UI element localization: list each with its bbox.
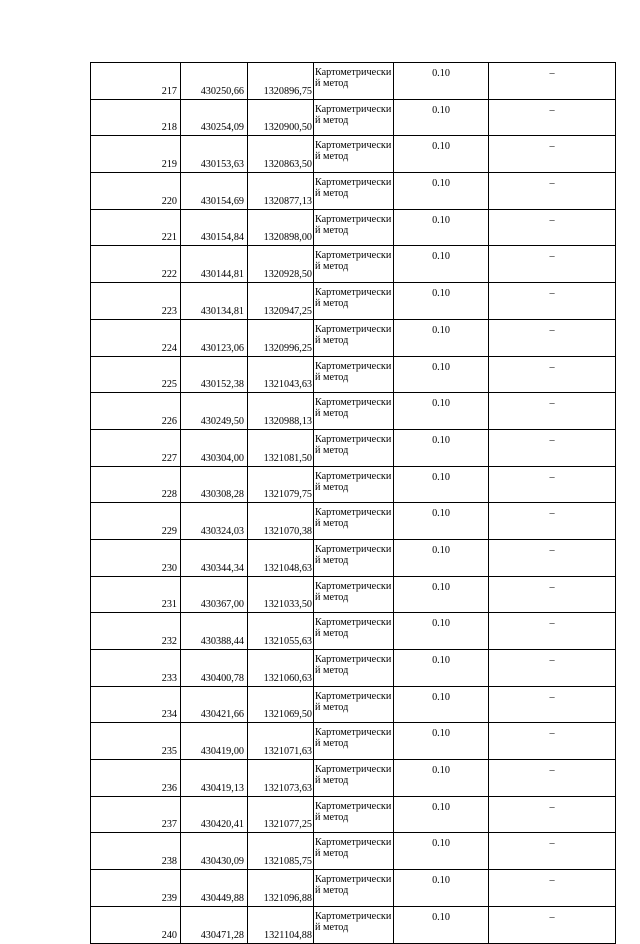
method-cell: Картометрический метод xyxy=(314,466,394,503)
coord-y-cell: 1321073,63 xyxy=(248,760,314,797)
table-row xyxy=(91,356,616,393)
coord-y-cell: 1320863,50 xyxy=(248,136,314,173)
point-number-cell: 218 xyxy=(91,99,181,136)
table-row xyxy=(91,870,616,907)
table-row xyxy=(91,503,616,540)
coord-y-cell: 1321043,63 xyxy=(248,356,314,393)
coordinates-table-body xyxy=(91,63,616,944)
point-number-cell: 235 xyxy=(91,723,181,760)
table-row xyxy=(91,209,616,246)
table-row xyxy=(91,136,616,173)
coord-x-cell: 430308,28 xyxy=(181,466,248,503)
point-number-cell: 239 xyxy=(91,870,181,907)
point-number-cell: 223 xyxy=(91,283,181,320)
note-cell: – xyxy=(489,576,616,613)
point-number-cell: 238 xyxy=(91,833,181,870)
note-cell: – xyxy=(489,613,616,650)
coord-y-cell: 1321071,63 xyxy=(248,723,314,760)
coord-x-cell: 430304,00 xyxy=(181,429,248,466)
coord-y-cell: 1320996,25 xyxy=(248,319,314,356)
coord-x-cell: 430419,00 xyxy=(181,723,248,760)
coord-x-cell: 430400,78 xyxy=(181,650,248,687)
coord-y-cell: 1321070,38 xyxy=(248,503,314,540)
accuracy-cell: 0.10 xyxy=(394,870,489,907)
method-cell: Картометрический метод xyxy=(314,393,394,430)
coord-x-cell: 430471,28 xyxy=(181,906,248,943)
table-row xyxy=(91,796,616,833)
accuracy-cell: 0.10 xyxy=(394,723,489,760)
note-cell: – xyxy=(489,650,616,687)
method-cell: Картометрический метод xyxy=(314,136,394,173)
note-cell: – xyxy=(489,283,616,320)
note-cell: – xyxy=(489,503,616,540)
method-cell: Картометрический метод xyxy=(314,209,394,246)
method-cell: Картометрический метод xyxy=(314,686,394,723)
method-cell: Картометрический метод xyxy=(314,760,394,797)
point-number-cell: 236 xyxy=(91,760,181,797)
accuracy-cell: 0.10 xyxy=(394,319,489,356)
note-cell: – xyxy=(489,209,616,246)
table-row xyxy=(91,319,616,356)
coord-x-cell: 430324,03 xyxy=(181,503,248,540)
table-row xyxy=(91,539,616,576)
accuracy-cell: 0.10 xyxy=(394,833,489,870)
coord-x-cell: 430152,38 xyxy=(181,356,248,393)
coord-y-cell: 1320877,13 xyxy=(248,173,314,210)
point-number-cell: 224 xyxy=(91,319,181,356)
table-row xyxy=(91,906,616,943)
method-cell: Картометрический метод xyxy=(314,429,394,466)
coord-x-cell: 430123,06 xyxy=(181,319,248,356)
coord-x-cell: 430250,66 xyxy=(181,63,248,100)
coord-y-cell: 1321085,75 xyxy=(248,833,314,870)
method-cell: Картометрический метод xyxy=(314,503,394,540)
accuracy-cell: 0.10 xyxy=(394,99,489,136)
accuracy-cell: 0.10 xyxy=(394,613,489,650)
note-cell: – xyxy=(489,466,616,503)
accuracy-cell: 0.10 xyxy=(394,356,489,393)
point-number-cell: 221 xyxy=(91,209,181,246)
method-cell: Картометрический метод xyxy=(314,870,394,907)
method-cell: Картометрический метод xyxy=(314,576,394,613)
table-row xyxy=(91,686,616,723)
note-cell: – xyxy=(489,356,616,393)
coord-x-cell: 430449,88 xyxy=(181,870,248,907)
point-number-cell: 225 xyxy=(91,356,181,393)
method-cell: Картометрический метод xyxy=(314,833,394,870)
coord-y-cell: 1320900,50 xyxy=(248,99,314,136)
note-cell: – xyxy=(489,393,616,430)
note-cell: – xyxy=(489,833,616,870)
coord-y-cell: 1320896,75 xyxy=(248,63,314,100)
point-number-cell: 240 xyxy=(91,906,181,943)
note-cell: – xyxy=(489,539,616,576)
accuracy-cell: 0.10 xyxy=(394,393,489,430)
table-row xyxy=(91,613,616,650)
method-cell: Картометрический метод xyxy=(314,723,394,760)
note-cell: – xyxy=(489,906,616,943)
accuracy-cell: 0.10 xyxy=(394,429,489,466)
table-row xyxy=(91,833,616,870)
coord-y-cell: 1320947,25 xyxy=(248,283,314,320)
coord-x-cell: 430388,44 xyxy=(181,613,248,650)
coord-x-cell: 430154,84 xyxy=(181,209,248,246)
method-cell: Картометрический метод xyxy=(314,796,394,833)
point-number-cell: 217 xyxy=(91,63,181,100)
note-cell: – xyxy=(489,723,616,760)
point-number-cell: 219 xyxy=(91,136,181,173)
table-row xyxy=(91,429,616,466)
coord-y-cell: 1321081,50 xyxy=(248,429,314,466)
coord-x-cell: 430344,34 xyxy=(181,539,248,576)
point-number-cell: 232 xyxy=(91,613,181,650)
point-number-cell: 230 xyxy=(91,539,181,576)
accuracy-cell: 0.10 xyxy=(394,136,489,173)
coord-y-cell: 1321077,25 xyxy=(248,796,314,833)
accuracy-cell: 0.10 xyxy=(394,173,489,210)
accuracy-cell: 0.10 xyxy=(394,650,489,687)
point-number-cell: 233 xyxy=(91,650,181,687)
point-number-cell: 228 xyxy=(91,466,181,503)
coord-y-cell: 1321060,63 xyxy=(248,650,314,687)
point-number-cell: 227 xyxy=(91,429,181,466)
coord-x-cell: 430419,13 xyxy=(181,760,248,797)
coord-x-cell: 430421,66 xyxy=(181,686,248,723)
table-row xyxy=(91,466,616,503)
point-number-cell: 234 xyxy=(91,686,181,723)
coord-y-cell: 1321104,88 xyxy=(248,906,314,943)
coord-x-cell: 430420,41 xyxy=(181,796,248,833)
accuracy-cell: 0.10 xyxy=(394,209,489,246)
method-cell: Картометрический метод xyxy=(314,650,394,687)
accuracy-cell: 0.10 xyxy=(394,246,489,283)
accuracy-cell: 0.10 xyxy=(394,283,489,320)
table-row xyxy=(91,283,616,320)
method-cell: Картометрический метод xyxy=(314,173,394,210)
point-number-cell: 222 xyxy=(91,246,181,283)
table-row xyxy=(91,99,616,136)
method-cell: Картометрический метод xyxy=(314,906,394,943)
coord-y-cell: 1321079,75 xyxy=(248,466,314,503)
coord-y-cell: 1321048,63 xyxy=(248,539,314,576)
table-row xyxy=(91,63,616,100)
coord-x-cell: 430254,09 xyxy=(181,99,248,136)
accuracy-cell: 0.10 xyxy=(394,576,489,613)
method-cell: Картометрический метод xyxy=(314,356,394,393)
coord-y-cell: 1320988,13 xyxy=(248,393,314,430)
method-cell: Картометрический метод xyxy=(314,63,394,100)
point-number-cell: 220 xyxy=(91,173,181,210)
note-cell: – xyxy=(489,173,616,210)
coord-x-cell: 430144,81 xyxy=(181,246,248,283)
note-cell: – xyxy=(489,760,616,797)
method-cell: Картометрический метод xyxy=(314,613,394,650)
note-cell: – xyxy=(489,246,616,283)
table-row xyxy=(91,173,616,210)
note-cell: – xyxy=(489,870,616,907)
coord-y-cell: 1321055,63 xyxy=(248,613,314,650)
method-cell: Картометрический метод xyxy=(314,283,394,320)
accuracy-cell: 0.10 xyxy=(394,760,489,797)
coord-y-cell: 1321096,88 xyxy=(248,870,314,907)
note-cell: – xyxy=(489,136,616,173)
coord-x-cell: 430249,50 xyxy=(181,393,248,430)
method-cell: Картометрический метод xyxy=(314,99,394,136)
coord-x-cell: 430153,63 xyxy=(181,136,248,173)
table-row xyxy=(91,650,616,687)
coordinates-table xyxy=(90,62,616,944)
table-row xyxy=(91,576,616,613)
point-number-cell: 237 xyxy=(91,796,181,833)
note-cell: – xyxy=(489,63,616,100)
accuracy-cell: 0.10 xyxy=(394,63,489,100)
coord-x-cell: 430367,00 xyxy=(181,576,248,613)
accuracy-cell: 0.10 xyxy=(394,503,489,540)
coord-y-cell: 1320898,00 xyxy=(248,209,314,246)
accuracy-cell: 0.10 xyxy=(394,466,489,503)
coord-x-cell: 430134,81 xyxy=(181,283,248,320)
table-row xyxy=(91,760,616,797)
note-cell: – xyxy=(489,796,616,833)
method-cell: Картометрический метод xyxy=(314,246,394,283)
coord-x-cell: 430430,09 xyxy=(181,833,248,870)
accuracy-cell: 0.10 xyxy=(394,906,489,943)
table-row xyxy=(91,246,616,283)
note-cell: – xyxy=(489,99,616,136)
table-row xyxy=(91,393,616,430)
coord-y-cell: 1321069,50 xyxy=(248,686,314,723)
coord-y-cell: 1321033,50 xyxy=(248,576,314,613)
note-cell: – xyxy=(489,686,616,723)
accuracy-cell: 0.10 xyxy=(394,686,489,723)
table-row xyxy=(91,723,616,760)
point-number-cell: 231 xyxy=(91,576,181,613)
coord-y-cell: 1320928,50 xyxy=(248,246,314,283)
method-cell: Картометрический метод xyxy=(314,319,394,356)
note-cell: – xyxy=(489,319,616,356)
note-cell: – xyxy=(489,429,616,466)
accuracy-cell: 0.10 xyxy=(394,539,489,576)
method-cell: Картометрический метод xyxy=(314,539,394,576)
accuracy-cell: 0.10 xyxy=(394,796,489,833)
point-number-cell: 229 xyxy=(91,503,181,540)
point-number-cell: 226 xyxy=(91,393,181,430)
coord-x-cell: 430154,69 xyxy=(181,173,248,210)
